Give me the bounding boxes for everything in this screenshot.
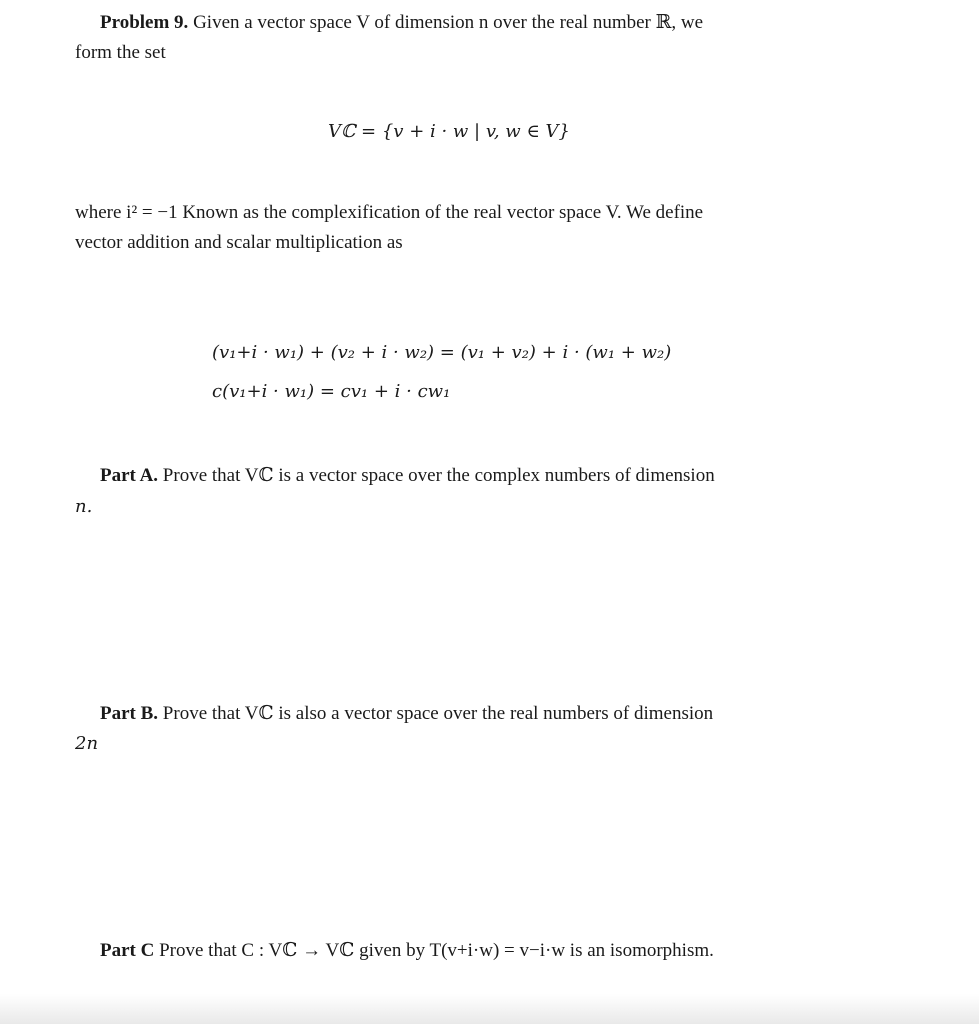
part-c-text: Prove that C : Vℂ → Vℂ given by T(v+i·w) = v−i·w is an isomorphism. bbox=[159, 940, 714, 961]
part-b-line-1 bbox=[100, 702, 713, 726]
part-b-line-2: 2n bbox=[75, 733, 99, 754]
part-c-line bbox=[100, 939, 714, 963]
part-c-label: Part C bbox=[100, 940, 155, 961]
problem-intro-text: Given a vector space V of dimension n over the real number ℝ, we bbox=[193, 12, 704, 33]
where-line-1: where i² = −1 Known as the complexification of the real vector space V. We define bbox=[75, 202, 704, 223]
set-definition-equation: Vℂ = {v + i · w | v, w ∈ V} bbox=[328, 121, 570, 142]
addition-rule-equation: (v₁+i · w₁) + (v₂ + i · w₂) = (v₁ + v₂) + i · (w₁ + w₂) bbox=[212, 342, 672, 363]
scalar-rule-equation: c(v₁+i · w₁) = cv₁ + i · cw₁ bbox=[212, 381, 451, 402]
part-a-label: Part A. bbox=[100, 465, 159, 486]
problem-intro-line-2: form the set bbox=[75, 42, 166, 63]
part-b-label: Part B. bbox=[100, 703, 159, 724]
page-bottom-shadow bbox=[0, 994, 979, 1024]
part-a-line-1 bbox=[100, 464, 715, 488]
part-a-text: Prove that Vℂ is a vector space over the complex numbers of dimension bbox=[162, 465, 715, 486]
where-line-2: vector addition and scalar multiplication as bbox=[75, 232, 403, 253]
problem-label: Problem 9. bbox=[100, 12, 189, 33]
problem-intro-line-1 bbox=[100, 11, 703, 35]
part-a-line-2: n. bbox=[75, 496, 93, 517]
part-b-text: Prove that Vℂ is also a vector space over the real numbers of dimension bbox=[162, 703, 714, 724]
